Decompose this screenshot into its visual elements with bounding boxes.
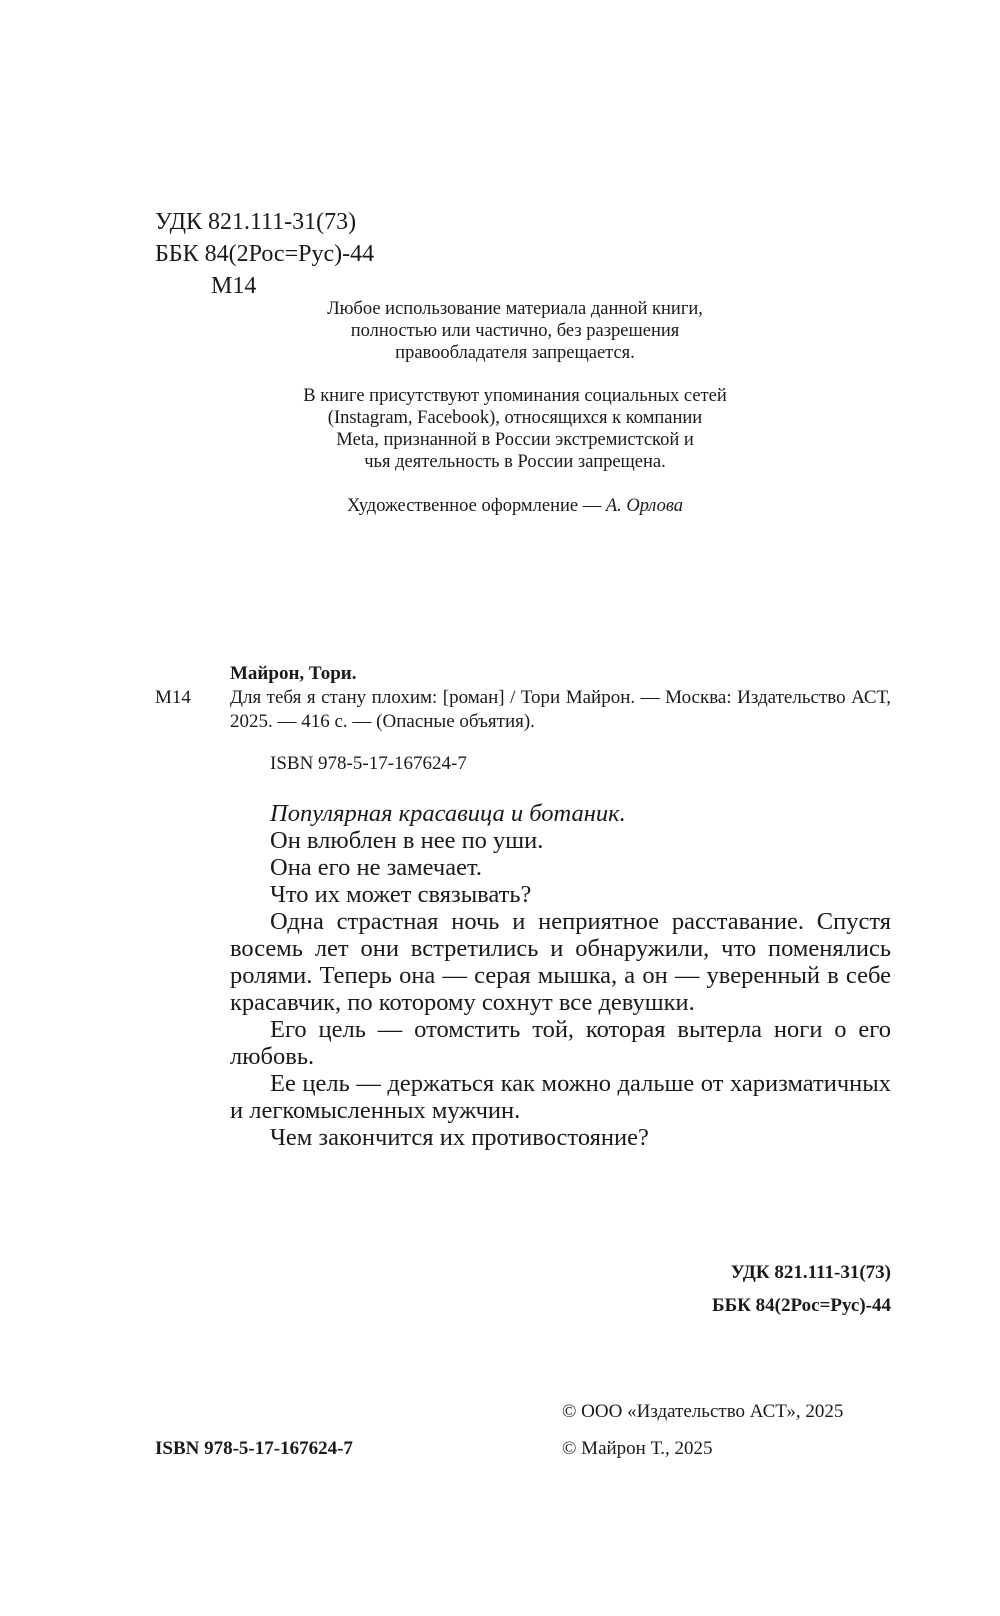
- classification-bottom: [660, 1256, 891, 1322]
- annotation-paragraph: Одна страстная ночь и неприятное расставание. Спустя восемь лет они встретились и обнаружили, что поменялись ролями. Теперь она — серая мышка, а он — уверенный в себе красавчик, по которому сохнут все девушки.: [230, 908, 891, 1016]
- annotation-paragraph: Что их может связывать?: [270, 881, 532, 908]
- design-label: Художественное оформление —: [346, 496, 606, 516]
- annotation-paragraph: Она его не замечает.: [270, 854, 482, 881]
- copyright-author: © Майрон Т., 2025: [562, 1438, 713, 1459]
- annotation-paragraph: Его цель — отомстить той, которая вытерла ноги о его любовь.: [230, 1016, 891, 1070]
- design-credit: [230, 495, 800, 517]
- annotation-tagline: Популярная красавица и ботаник.: [270, 800, 626, 827]
- udk-code-bottom: УДК 821.111-31(73): [730, 1262, 891, 1283]
- biblio-author-mark: М14: [155, 687, 191, 708]
- copyright-publisher: © ООО «Издательство АСТ», 2025: [562, 1401, 844, 1422]
- bbk-code: ББК 84(2Рос=Рус)-44: [155, 241, 375, 267]
- notice-line: чья деятельность в России запрещена.: [364, 452, 666, 472]
- biblio-description: Для тебя я стану плохим: [роман] / Тори Майрон. — Москва: Издательство АСТ, 2025. — 416 с. — (Опасные объятия).: [230, 687, 891, 732]
- bbk-code-bottom: ББК 84(2Рос=Рус)-44: [712, 1295, 891, 1316]
- notice-line: правообладателя запрещается.: [395, 343, 635, 363]
- classification-top: [155, 206, 374, 270]
- footer-isbn: ISBN 978-5-17-167624-7: [155, 1438, 353, 1459]
- social-notice: [230, 385, 800, 473]
- annotation: [230, 800, 891, 1151]
- biblio-isbn: ISBN 978-5-17-167624-7: [270, 753, 467, 774]
- copyright-notice: [230, 298, 800, 364]
- annotation-paragraph: Чем закончится их противостояние?: [270, 1124, 649, 1151]
- annotation-paragraph: Ее цель — держаться как можно дальше от харизматичных и легкомысленных мужчин.: [230, 1070, 891, 1124]
- notice-line: В книге присутствуют упоминания социальных сетей: [303, 386, 727, 406]
- author-mark: М14: [211, 273, 257, 299]
- notice-line: (Instagram, Facebook), относящихся к компании: [327, 408, 703, 428]
- annotation-paragraph: Он влюблен в нее по уши.: [270, 827, 544, 854]
- designer-name: А. Орлова: [605, 496, 683, 516]
- notice-line: Любое использование материала данной книги,: [327, 299, 703, 319]
- udk-code: УДК 821.111-31(73): [155, 209, 357, 235]
- notice-line: Meta, признанной в России экстремистской и: [336, 430, 694, 450]
- biblio-author: Майрон, Тори.: [230, 663, 357, 684]
- notice-line: полностью или частично, без разрешения: [350, 321, 680, 341]
